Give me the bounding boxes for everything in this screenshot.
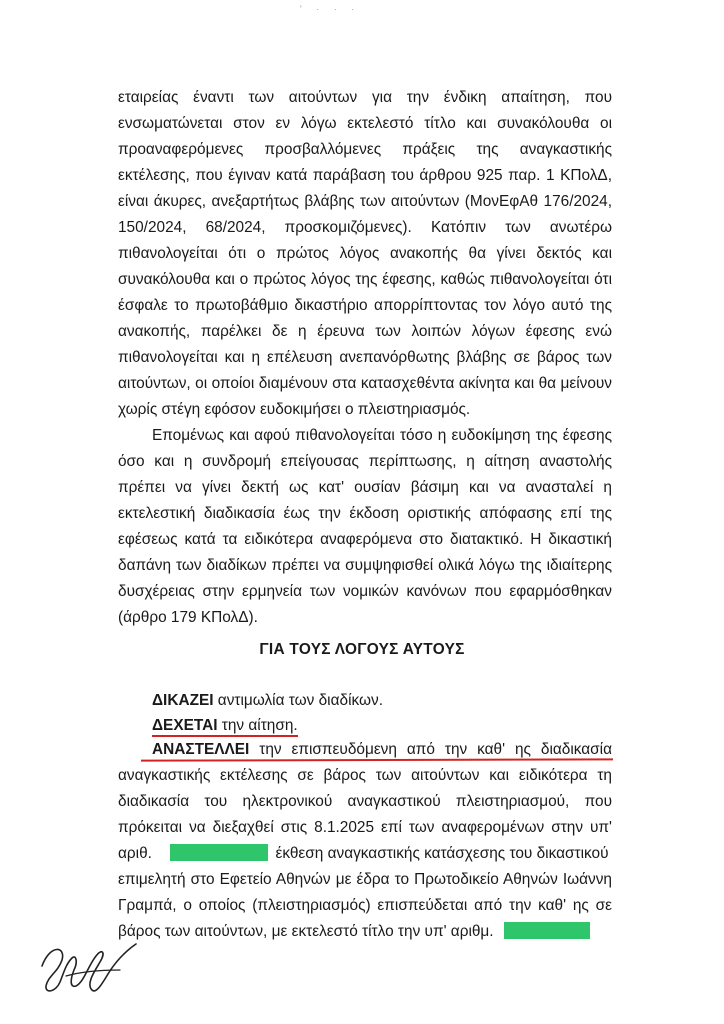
body-line: αιτούντων, οι οποίοι διαμένουν στα κατασχεθέντα ακίνητα και θα μείνουν: [118, 375, 612, 392]
body-line: εφέσεως κατά τα ειδικότερα αναφερόμενα στο διατακτικό. Η δικαστική: [118, 531, 612, 548]
anastellei-text: την επισπευδόμενη από την καθ' ης διαδικασία: [259, 741, 612, 758]
body-line: 150/2024, 68/2024, προσκομιζόμενες). Κατόπιν των ανωτέρω: [118, 219, 612, 236]
arith-text: έκθεση αναγκαστικής κατάσχεσης του δικαστικού: [275, 845, 609, 862]
operative-dexetai: [152, 715, 612, 737]
operative-arith-line: [118, 843, 612, 865]
operative-line: διαδικασία του ηλεκτρονικού αναγκαστικού πλειστηριασμού, που: [118, 793, 612, 810]
section-heading: ΓΙΑ ΤΟΥΣ ΛΟΓΟΥΣ ΑΥΤΟΥΣ: [259, 641, 465, 658]
operative-dikazei: [152, 690, 612, 712]
body-line: ενσωματώνεται στον εν λόγω εκτελεστό τίτλο και συνακόλουθα οι: [118, 115, 612, 132]
underline-anastellei: [141, 758, 613, 761]
body-line: χωρίς στέγη εφόσον ευδοκιμήσει ο πλειστηριασμός.: [118, 401, 471, 418]
body-line: ανακοπής, παρέλκει δε η έρευνα των λοιπών λόγων έφεσης ενώ: [118, 323, 612, 340]
body-line: δαπάνη των διαδίκων πρέπει να συμψηφισθεί ολικά λόγω της ιδιαίτερης: [118, 557, 612, 574]
body-line: Επομένως και αφού πιθανολογείται τόσο η ευδοκίμηση της έφεσης: [152, 427, 612, 444]
dikazei-text: αντιμωλία των διαδίκων.: [217, 692, 383, 709]
body-line: προαναφερόμενες προσβαλλόμενες πράξεις της αναγκαστικής: [118, 141, 612, 158]
keyword-dikazei: ΔΙΚΑΖΕΙ: [152, 692, 214, 709]
body-line: πιθανολογείται και η επέλευση ανεπανόρθωτης βλάβης σε βάρος των: [118, 349, 612, 366]
keyword-dexetai: ΔΕΧΕΤΑΙ: [152, 717, 218, 734]
body-line: πιθανολογείται ότι ο πρώτος λόγος ανακοπής θα γίνει δεκτός και: [118, 245, 612, 262]
body-line: εκτέλεσης, που έγιναν κατά παράβαση του άρθρου 925 παρ. 1 ΚΠολΔ,: [118, 167, 612, 184]
operative-line: Γραμπά, ο οποίος (πλειστηριασμός) επισπεύδεται από την καθ' ης σε: [118, 897, 612, 914]
last-line-text: βάρος των αιτούντων, με εκτελεστό τίτλο την υπ' αριθμ.: [118, 923, 494, 940]
body-line: συνακόλουθα και ο πρώτος λόγος της έφεσης, καθώς πιθανολογείται ότι: [118, 271, 612, 288]
dexetai-text: την αίτηση.: [221, 717, 298, 734]
body-line: εκτελεστική διαδικασία έως την έκδοση οριστικής απόφασης επί της: [118, 505, 612, 522]
body-line: όσο και η συνδρομή επείγουσας περίπτωσης, η αίτηση αναστολής: [118, 453, 612, 470]
redaction-block: [170, 844, 268, 861]
body-line: (άρθρο 179 ΚΠολΔ).: [118, 609, 258, 626]
operative-last-line: [118, 921, 612, 943]
arith-prefix: αριθ.: [118, 845, 152, 862]
body-line: πρέπει να γίνει δεκτή ως κατ' ουσίαν βάσιμη και να ανασταλεί η: [118, 479, 612, 496]
operative-line: πρόκειται να διεξαχθεί στις 8.1.2025 επί των αναφερομένων στην υπ': [118, 819, 612, 836]
redaction-block: [504, 922, 590, 939]
operative-line: επιμελητή στο Εφετείο Αθηνών με έδρα το Πρωτοδικείο Αθηνών Ιωάννη: [118, 871, 612, 888]
body-line: εταιρείας έναντι των αιτούντων για την ένδικη απαίτηση, που: [118, 89, 612, 106]
operative-line: αναγκαστικής εκτέλεσης σε βάρος των αιτούντων και ειδικότερα τη: [118, 767, 612, 784]
keyword-anastellei: ΑΝΑΣΤΕΛΛΕΙ: [152, 741, 250, 758]
body-line: έσφαλε το πρωτοβάθμιο δικαστήριο απορρίπτοντας τον λόγο αυτό της: [118, 297, 612, 314]
underline-dexetai: [152, 716, 298, 737]
signature-icon: [36, 936, 146, 998]
scan-specks: ' · · ·: [300, 4, 361, 14]
body-line: είναι άκυρες, ανεξαρτήτως βλάβης των αιτούντων (ΜονΕφΑθ 176/2024,: [118, 193, 612, 210]
body-line: δυσχέρειας στην ερμηνεία των νομικών κανόνων που εφαρμόσθηκαν: [118, 583, 612, 600]
